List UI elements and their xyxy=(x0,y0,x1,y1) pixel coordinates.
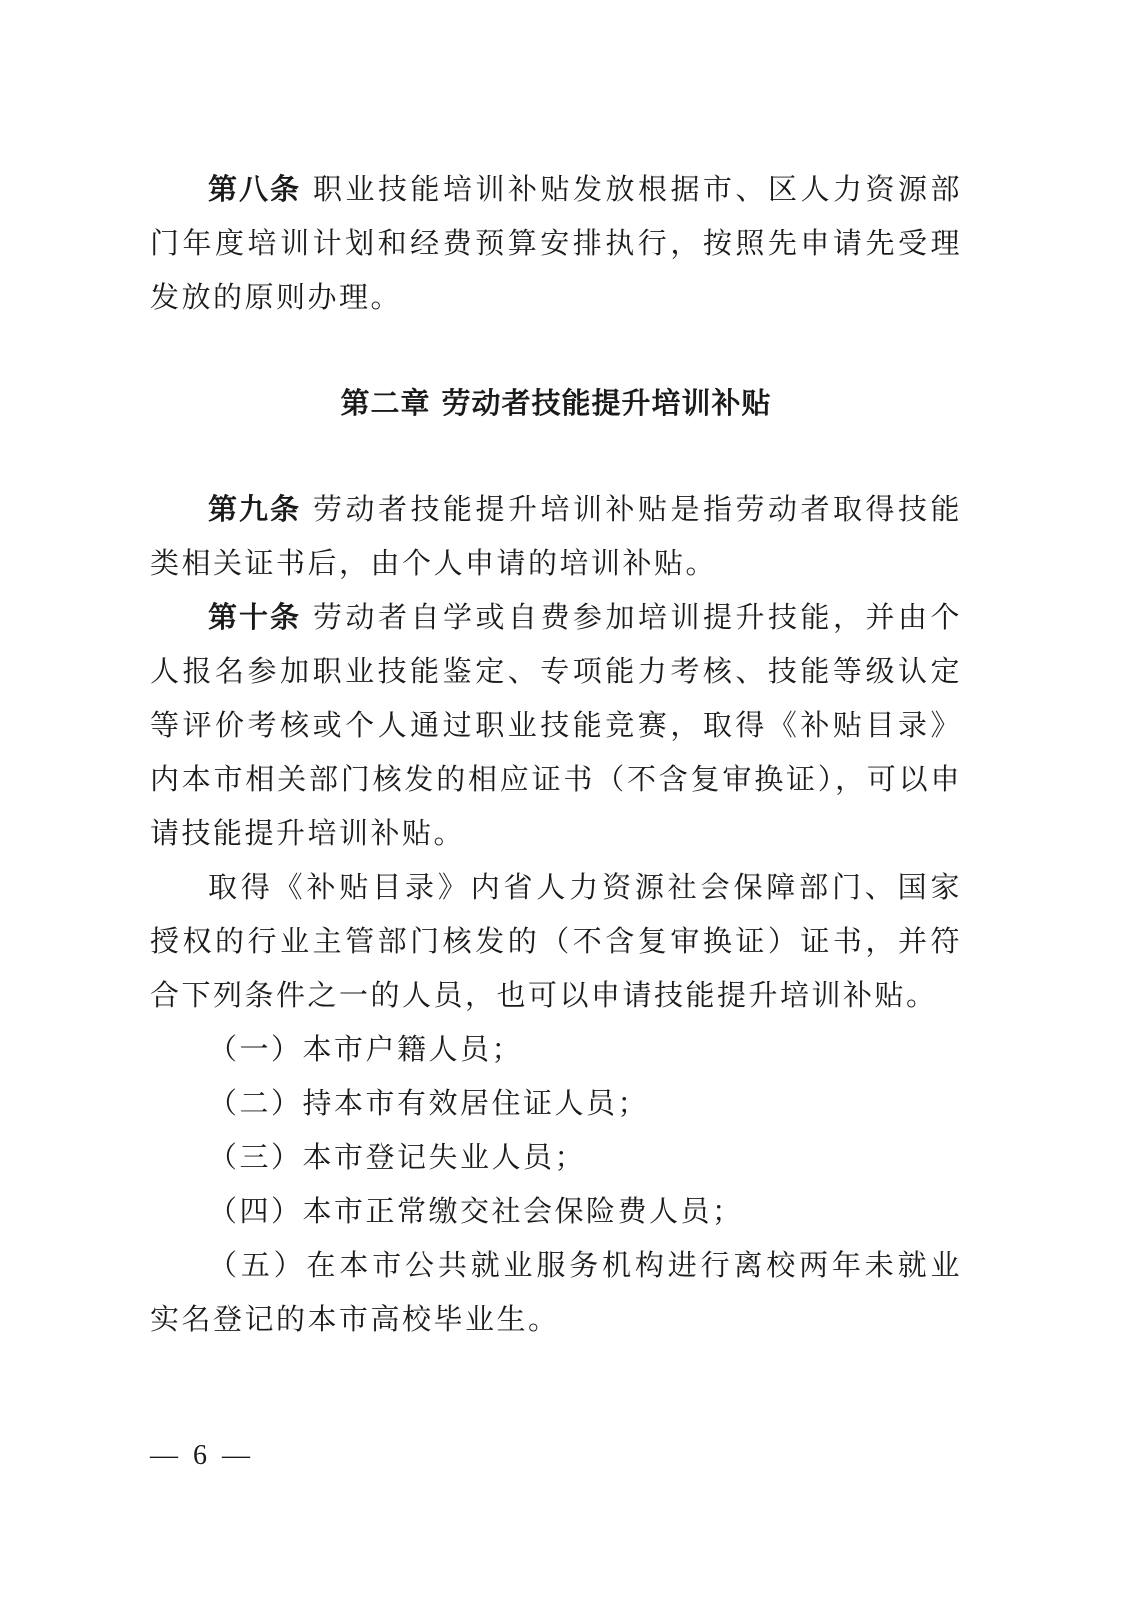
condition-item: （五）在本市公共就业服务机构进行离校两年未就业实名登记的本市高校毕业生。 xyxy=(150,1248,962,1336)
article-10 xyxy=(150,590,962,860)
article-10-text: 劳动者自学或自费参加培训提升技能，并由个人报名参加职业技能鉴定、专项能力考核、技能等级认定等评价考核或个人通过职业技能竞赛，取得《补贴目录》内本市相关部门核发的相应证书（不含复审换证），可以申请技能提升培训补贴。 xyxy=(150,600,962,850)
article-8-lead: 第八条 xyxy=(208,172,301,206)
article-9-lead: 第九条 xyxy=(208,492,301,526)
article-8-text: 职业技能培训补贴发放根据市、区人力资源部门年度培训计划和经费预算安排执行，按照先申请先受理发放的原则办理。 xyxy=(150,172,962,314)
condition-item: （三）本市登记失业人员； xyxy=(208,1140,587,1174)
chapter-title: 第二章 劳动者技能提升培训补贴 xyxy=(340,386,772,420)
article-10-lead: 第十条 xyxy=(208,600,301,634)
article-9-text: 劳动者技能提升培训补贴是指劳动者取得技能类相关证书后，由个人申请的培训补贴。 xyxy=(150,492,962,580)
condition-item: （二）持本市有效居住证人员； xyxy=(208,1086,650,1120)
document-body xyxy=(150,162,962,1346)
article-10-paragraph-2: 取得《补贴目录》内省人力资源社会保障部门、国家授权的行业主管部门核发的（不含复审换证）证书，并符合下列条件之一的人员，也可以申请技能提升培训补贴。 xyxy=(150,870,962,1012)
article-8 xyxy=(150,162,962,324)
condition-item: （一）本市户籍人员； xyxy=(208,1032,524,1066)
condition-item: （四）本市正常缴交社会保险费人员； xyxy=(208,1194,744,1228)
page-number: — 6 — xyxy=(150,1440,254,1471)
article-9 xyxy=(150,482,962,590)
